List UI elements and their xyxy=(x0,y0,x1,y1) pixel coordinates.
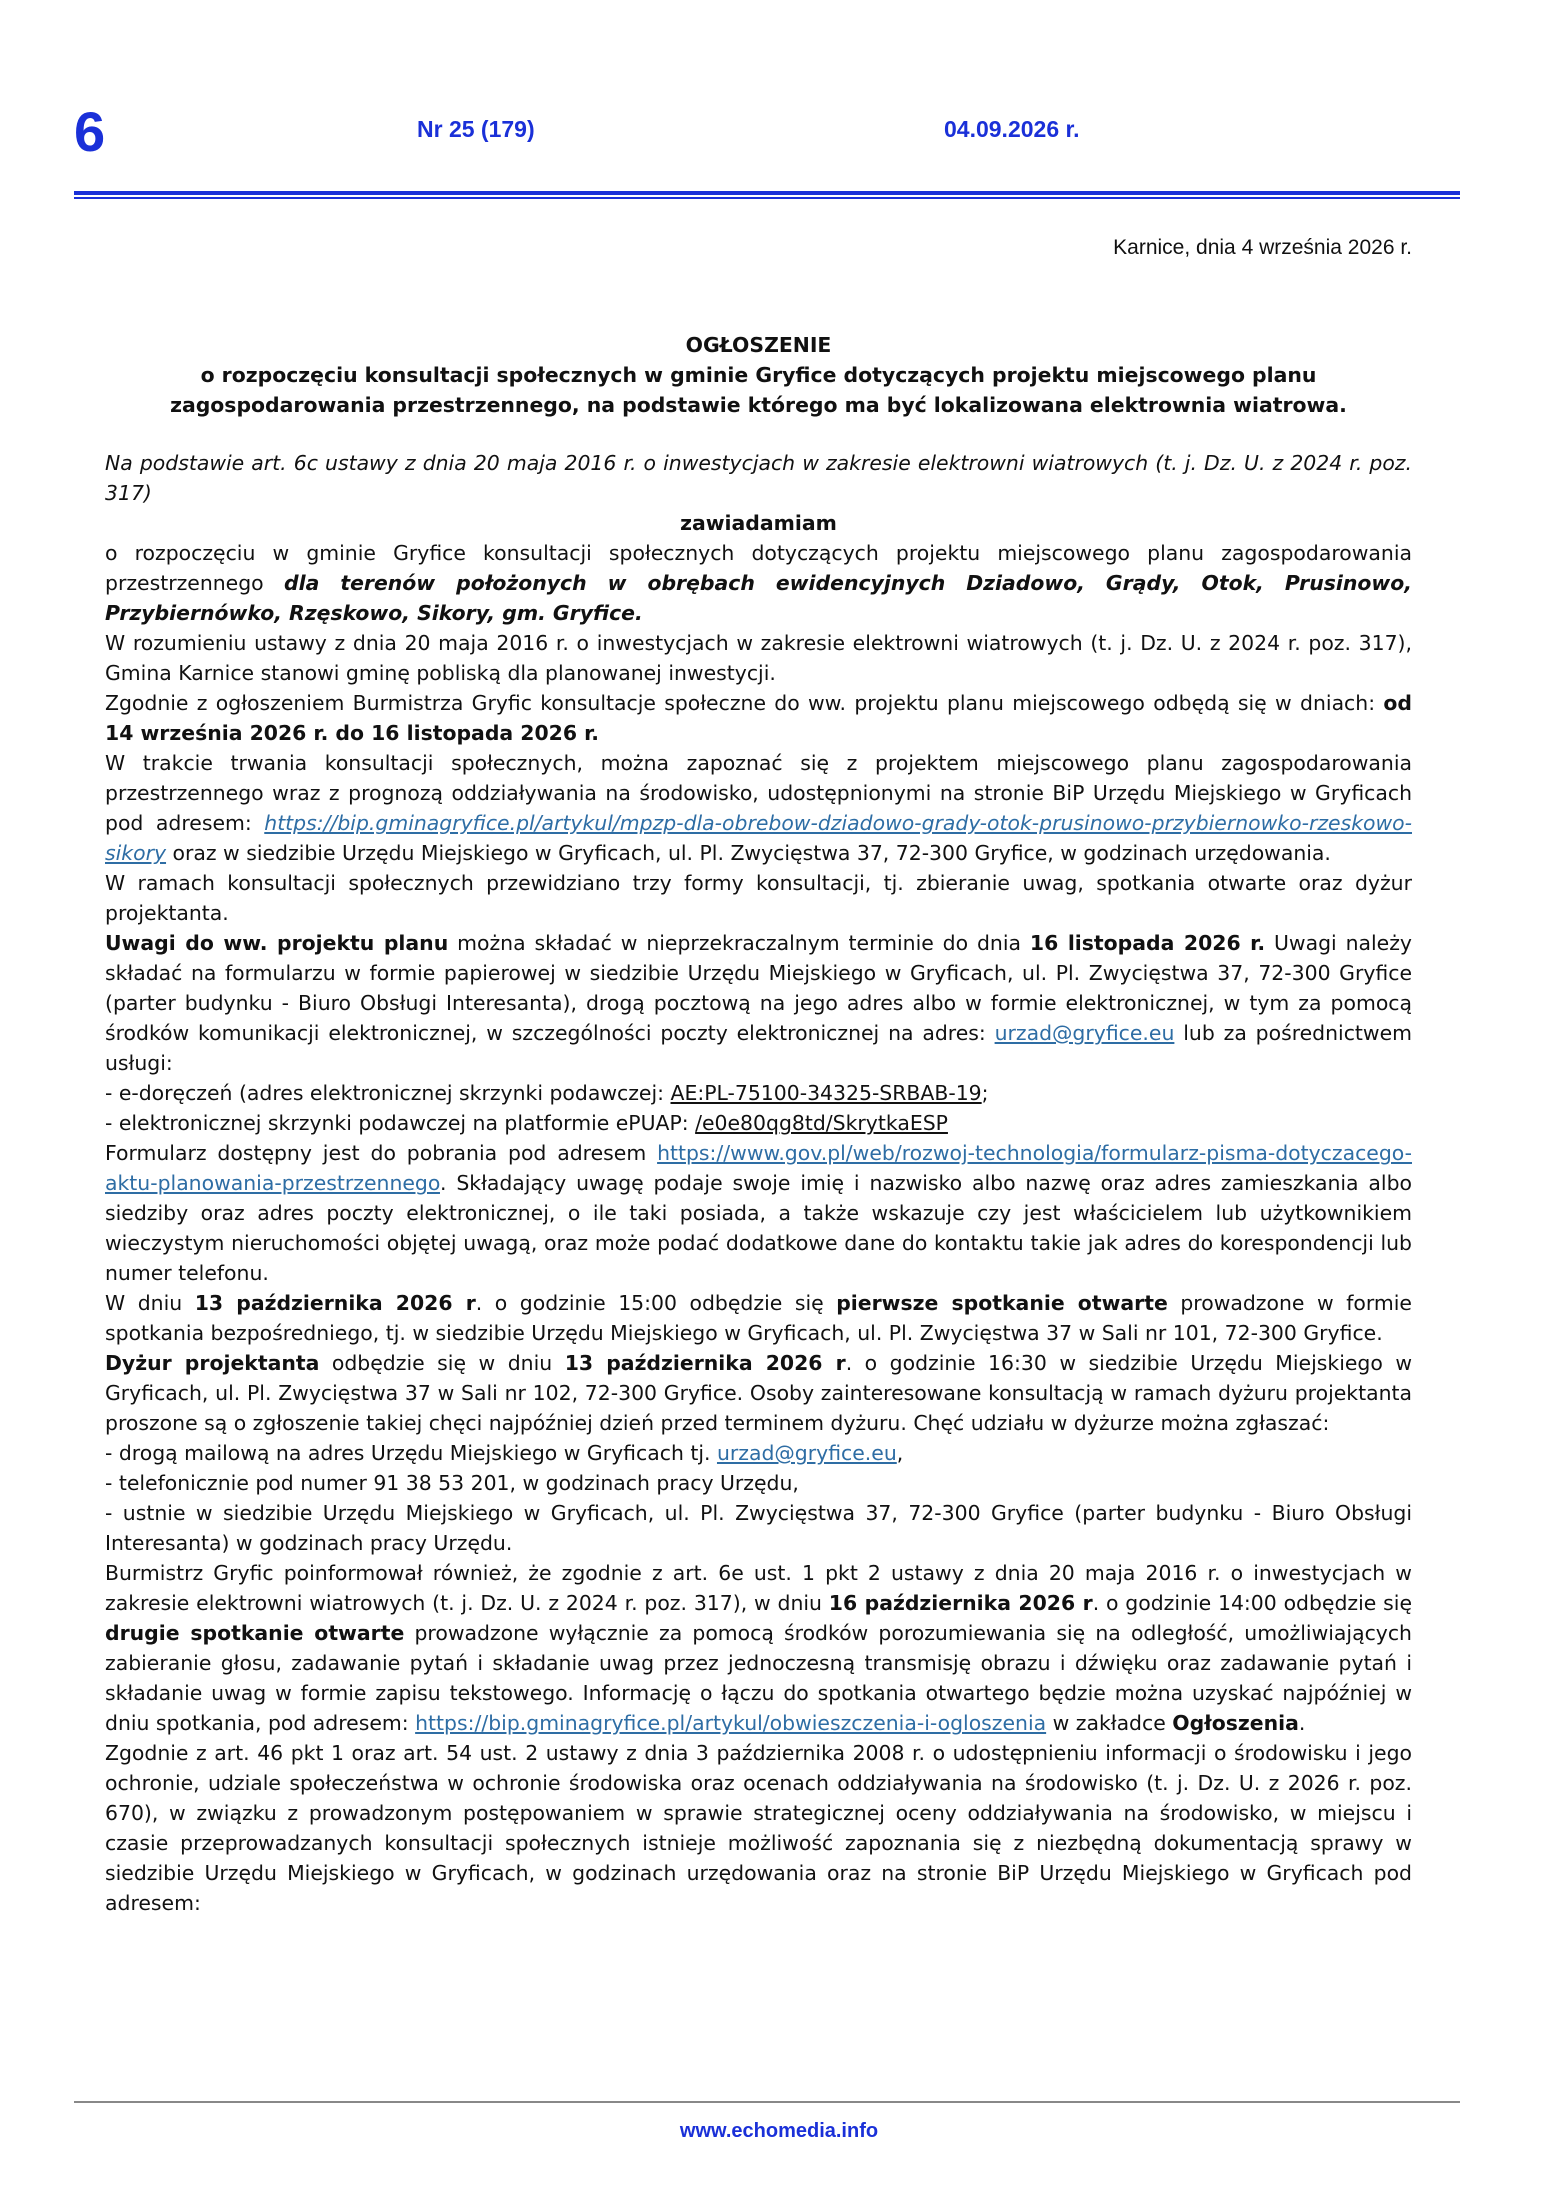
text: Dyżur projektanta xyxy=(105,1351,320,1375)
email-link[interactable]: urzad@gryfice.eu xyxy=(994,1021,1175,1045)
text: w zakładce xyxy=(1046,1711,1173,1735)
paragraph-environment: Zgodnie z art. 46 pkt 1 oraz art. 54 ust. 2 ustawy z dnia 3 października 2008 r. o udostępnieniu informacji o środowisku i jego ochronie, udziale społeczeństwa w ochronie środowiska oraz ocenach oddziaływania na środowisko (t. j. Dz. U. z 2026 r. poz. 670), w związku z prowadzonym postępowaniem w sprawie strategicznej oceny oddziaływania na środowisko, w miejscu i czasie przeprowadzanych konsultacji społecznych istnieje możliwość zapoznania się z niezbędną dokumentacją sprawy w siedzibie Urzędu Miejskiego w Gryficach, w godzinach urzędowania oraz na stronie BiP Urzędu Miejskiego w Gryficach pod adresem: xyxy=(105,1741,1412,1915)
text: . o godzinie 14:00 odbędzie się xyxy=(1092,1591,1412,1615)
text: . Składający uwagę podaje swoje imię i nazwisko albo nazwę oraz adres zamieszkania albo siedziby oraz adres poczty elektronicznej, o ile taki posiada, a także wskazuje czy jest właścicielem lub użytkownikiem wieczystym nieruchomości objętej uwagą, oraz może podać dodatkowe dane do kontaktu takie jak adres do korespondencji lub numer telefonu. xyxy=(105,1171,1412,1285)
text: Zgodnie z ogłoszeniem Burmistrza Gryfic konsultacje społeczne do ww. projektu planu miejscowego odbędą się w dniach: xyxy=(105,691,1384,715)
paragraph-scope xyxy=(105,538,1412,628)
paragraph-forms: W ramach konsultacji społecznych przewidziano trzy formy konsultacji, tj. zbieranie uwag, spotkania otwarte oraz dyżur projektanta. xyxy=(105,871,1412,925)
text: można składać w nieprzekraczalnym terminie do dnia xyxy=(448,931,1030,955)
page-number: 6 xyxy=(74,100,106,163)
duty-date: 13 października 2026 r xyxy=(564,1351,846,1375)
list-item-epuap xyxy=(105,1108,1412,1138)
meeting-label: drugie spotkanie otwarte xyxy=(105,1621,405,1645)
area-list: dla terenów położonych w obrębach ewidencyjnych Dziadowo, Grądy, Otok, Prusinowo, Przybiernówko, Rzęskowo, Sikory, gm. Gryfice. xyxy=(105,571,1412,625)
tab-name: Ogłoszenia xyxy=(1172,1711,1299,1735)
text: . o godzinie 15:00 odbędzie się xyxy=(475,1291,837,1315)
announce-word: zawiadamiam xyxy=(680,511,837,535)
paragraph-designer-duty xyxy=(105,1348,1412,1438)
list-item-edoreczenia xyxy=(105,1078,1412,1108)
text: - elektronicznej skrzynki podawczej na platformie ePUAP: xyxy=(105,1111,696,1135)
consultation-period: od 14 września 2026 r. do 16 listopada 2026 r. xyxy=(105,691,1412,745)
bip-plan-link[interactable]: https://bip.gminagryfice.pl/artykul/mpzp-dla-obrebow-dziadowo-grady-otok-prusinowo-przybiernowko-rzeskowo-sikory xyxy=(105,811,1412,865)
paragraph-form-download xyxy=(105,1138,1412,1288)
text: - drogą mailową na adres Urzędu Miejskiego w Gryficach tj. xyxy=(105,1441,717,1465)
text: Uwagi do ww. projektu planu xyxy=(105,931,449,955)
text: Formularz dostępny jest do pobrania pod adresem xyxy=(105,1141,658,1165)
spacer xyxy=(105,420,1412,448)
list-item-in-person: - ustnie w siedzibie Urzędu Miejskiego w Gryficach, ul. Pl. Zwycięstwa 37, 72-300 Gryfice (parter budynku - Biuro Obsługi Interesanta) w godzinach pracy Urzędu. xyxy=(105,1501,1412,1555)
paragraph-nearby-municipality: W rozumieniu ustawy z dnia 20 maja 2016 r. o inwestycjach w zakresie elektrowni wiatrowych (t. j. Dz. U. z 2024 r. poz. 317), Gmina Karnice stanowi gminę pobliską dla planowanej inwestycji. xyxy=(105,631,1412,685)
footer-rule xyxy=(74,2101,1460,2103)
text: ; xyxy=(981,1081,989,1105)
text: oraz w siedzibie Urzędu Miejskiego w Gryficach, ul. Pl. Zwycięstwa 37, 72-300 Gryfice, w godzinach urzędowania. xyxy=(166,841,1331,865)
deadline: 16 listopada 2026 r. xyxy=(1029,931,1266,955)
text: Uwagi należy składać na formularzu w formie papierowej w siedzibie Urzędu Miejskiego w Gryficach, ul. Pl. Zwycięstwa 37, 72-300 Gryfice (parter budynku - Biuro Obsługi Interesanta), drogą pocztową na jego adres albo w formie elektronicznej, w tym za pomocą środków komunikacji elektronicznej, w szczególności poczty elektronicznej na adres: xyxy=(105,931,1412,1045)
place-date: Karnice, dnia 4 września 2026 r. xyxy=(1113,236,1412,259)
text: W trakcie trwania konsultacji społecznych, można zapoznać się z projektem miejscowego planu zagospodarowania przestrzennego wraz z prognozą oddziaływania na środowisko, udostępnionymi na stronie BiP Urzędu Miejskiego w Gryficach pod adresem: xyxy=(105,751,1412,835)
text: prowadzone w formie spotkania bezpośredniego, tj. w siedzibie Urzędu Miejskiego w Gryficach, ul. Pl. Zwycięstwa 37 w Sali nr 101, 72-300 Gryfice. xyxy=(105,1291,1412,1345)
doc-subtitle: o rozpoczęciu konsultacji społecznych w gminie Gryfice dotyczących projektu miejscowego planu zagospodarowania przestrzennego, na podstawie którego ma być lokalizowana elektrownia wiatrowa. xyxy=(170,363,1347,417)
header-rule-thin xyxy=(74,197,1460,199)
paragraph-dates xyxy=(105,688,1412,748)
text: lub za pośrednictwem usługi: xyxy=(105,1021,1412,1075)
text: o rozpoczęciu w gminie Gryfice konsultacji społecznych dotyczących projektu miejscowego planu zagospodarowania przestrzennego xyxy=(105,541,1412,595)
list-item-phone: - telefonicznie pod numer 91 38 53 201, w godzinach pracy Urzędu, xyxy=(105,1471,799,1495)
text: W dniu xyxy=(105,1291,195,1315)
text: prowadzone wyłącznie za pomocą środków porozumiewania się na odległość, umożliwiających zabieranie głosu, zadawanie pytań i składanie uwag przez jednoczesną transmisję obrazu i dźwięku oraz zadawanie pytań i składanie uwag w formie zapisu tekstowego. Informację o łączu do spotkania otwartego będzie można uzyskać najpóźniej w dniu spotkania, pod adresem: xyxy=(105,1621,1412,1735)
text: . xyxy=(1298,1711,1306,1735)
epuap-address-link[interactable]: /e0e80qg8td/SkrytkaESP xyxy=(695,1111,948,1135)
footer-website[interactable]: www.echomedia.info xyxy=(679,2120,879,2142)
list-item-email xyxy=(105,1438,1412,1468)
doc-title: OGŁOSZENIE xyxy=(685,333,832,357)
paragraph-first-meeting xyxy=(105,1288,1412,1348)
text: . o godzinie 16:30 w siedzibie Urzędu Miejskiego w Gryficach, ul. Pl. Zwycięstwa 37 w Sali nr 102, 72-300 Gryfice. Osoby zainteresowane konsultacją w ramach dyżuru projektanta proszone są o zgłoszenie takiej chęci najpóźniej dzień przed terminem dyżuru. Chęć udziału w dyżurze można zgłaszać: xyxy=(105,1351,1413,1435)
issue-number: Nr 25 (179) xyxy=(417,116,535,142)
header-rule xyxy=(74,191,1460,195)
text: - e-doręczeń (adres elektronicznej skrzynki podawczej: xyxy=(105,1081,671,1105)
form-download-link[interactable]: https://www.gov.pl/web/rozwoj-technologia/formularz-pisma-dotyczacego-aktu-planowania-przestrzennego xyxy=(105,1141,1412,1195)
document-body xyxy=(105,330,1412,1918)
edoreczenia-address-link[interactable]: AE:PL-75100-34325-SRBAB-19 xyxy=(670,1081,982,1105)
paragraph-documents xyxy=(105,748,1412,868)
announcements-link[interactable]: https://bip.gminagryfice.pl/artykul/obwieszczenia-i-ogloszenia xyxy=(415,1711,1047,1735)
text: , xyxy=(896,1441,904,1465)
text: Burmistrz Gryfic poinformował również, że zgodnie z art. 6e ust. 1 pkt 2 ustawy z dnia 20 maja 2016 r. o inwestycjach w zakresie elektrowni wiatrowych (t. j. Dz. U. z 2024 r. poz. 317), w dniu xyxy=(105,1561,1412,1615)
meeting-date: 13 października 2026 r xyxy=(194,1291,476,1315)
page-header xyxy=(74,100,1460,190)
issue-date: 04.09.2026 r. xyxy=(944,116,1080,142)
meeting-date: 16 października 2026 r xyxy=(828,1591,1093,1615)
meeting-label: pierwsze spotkanie otwarte xyxy=(836,1291,1168,1315)
paragraph-comments xyxy=(105,928,1412,1078)
paragraph-second-meeting xyxy=(105,1558,1412,1738)
legal-basis: Na podstawie art. 6c ustawy z dnia 20 maja 2016 r. o inwestycjach w zakresie elektrowni wiatrowych (t. j. Dz. U. z 2024 r. poz. 317) xyxy=(105,451,1412,505)
text: odbędzie się w dniu xyxy=(319,1351,565,1375)
email-link[interactable]: urzad@gryfice.eu xyxy=(716,1441,897,1465)
